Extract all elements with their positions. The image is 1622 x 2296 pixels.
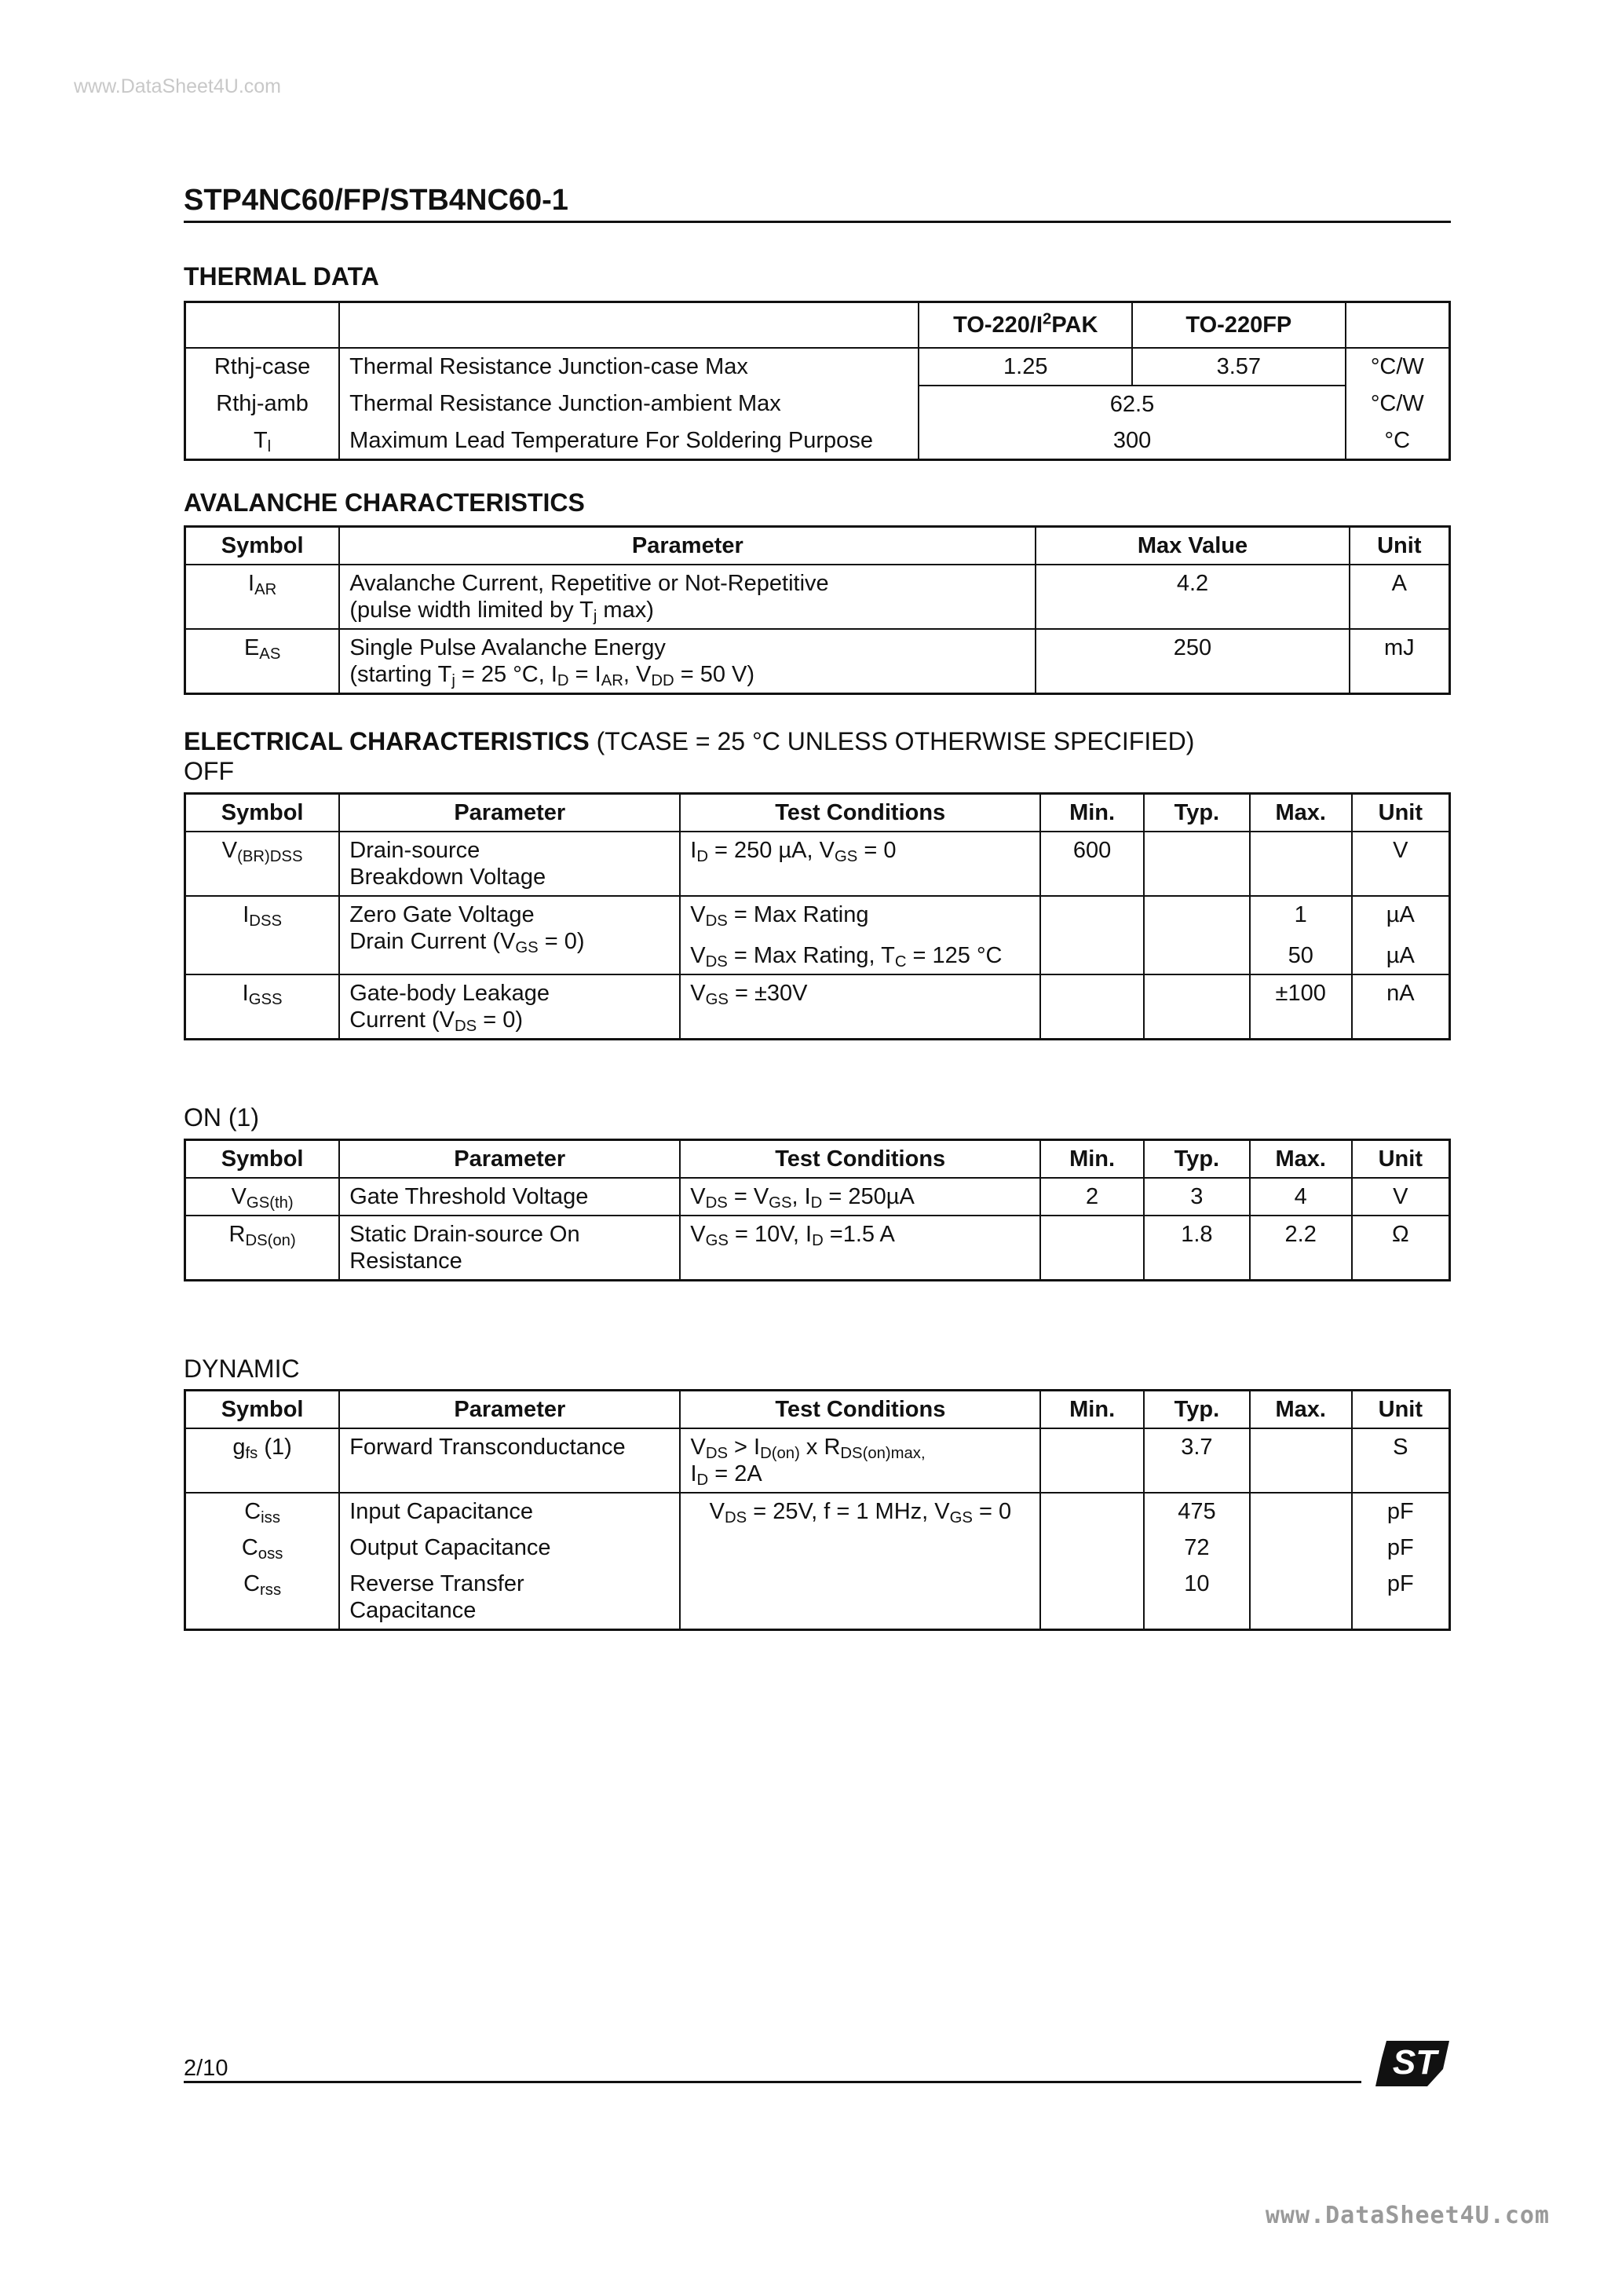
table-row: $C_{rss}$ Reverse Transfer Capacitance 10 pF <box>185 1566 1450 1630</box>
table-row: $I_{AR}$ Avalanche Current, Repetitive or Not-Repetitive (pulse width limited by $T_j$ max) 4.2 A <box>185 565 1450 629</box>
off-table <box>184 792 1451 1040</box>
table-row: $V_{GS(th)}$ Gate Threshold Voltage $V_{DS} = V_{GS}$, $I_D = 250\mu A$ 2 3 4 V <box>185 1178 1450 1216</box>
thermal-table <box>184 301 1451 461</box>
table-row <box>185 1140 1450 1179</box>
table-row: $g_{fs}$ (1) Forward Transconductance $V_{DS} > I_{D(on)}$ x $R_{DS(on)max,}$ $I_D = 2A$ 3.7 S <box>185 1428 1450 1493</box>
table-row: Rthj-amb Thermal Resistance Junction-ambient Max 62.5 °C/W <box>185 386 1450 422</box>
table-row: Rthj-case Thermal Resistance Junction-case Max 1.25 3.57 °C/W <box>185 348 1450 386</box>
subsection-on: ON (1) <box>184 1103 259 1132</box>
table-row <box>185 527 1450 565</box>
table-row: $I_{DSS}$ Zero Gate Voltage Drain Current $(V_{GS} = 0)$ $V_{DS}$ = Max Rating $V_{DS}$ = Max Rating, $T_C = 125$ °C 1 50 µA µA <box>185 896 1450 974</box>
column-header: Typ. <box>1144 1391 1250 1429</box>
table-row <box>185 302 1450 348</box>
column-header: Unit <box>1352 1391 1450 1429</box>
column-header: Min. <box>1040 1391 1144 1429</box>
column-header: Symbol <box>185 1140 340 1179</box>
section-heading-avalanche: AVALANCHE CHARACTERISTICS <box>184 488 585 517</box>
column-header: Parameter <box>339 527 1036 565</box>
column-header: Parameter <box>339 1391 680 1429</box>
document-title: STP4NC60/FP/STB4NC60-1 <box>184 184 568 217</box>
svg-text:ST: ST <box>1392 2043 1438 2082</box>
table-row: $C_{oss}$ Output Capacitance 72 pF <box>185 1530 1450 1566</box>
on-table <box>184 1139 1451 1281</box>
column-header: Parameter <box>339 794 680 832</box>
table-row: $T_l$ Maximum Lead Temperature For Soldering Purpose 300 °C <box>185 422 1450 460</box>
column-header: TO-220FP <box>1132 302 1346 348</box>
column-header: Symbol <box>185 527 340 565</box>
column-header: Max. <box>1250 794 1352 832</box>
column-header: Unit <box>1350 527 1450 565</box>
column-header: Max Value <box>1036 527 1349 565</box>
footer-rule <box>184 2081 1361 2083</box>
column-header: Max. <box>1250 1391 1352 1429</box>
subsection-off: OFF <box>184 757 234 785</box>
avalanche-table <box>184 525 1451 695</box>
column-header: Parameter <box>339 1140 680 1179</box>
column-header: Test Conditions <box>680 794 1040 832</box>
table-row: $E_{AS}$ Single Pulse Avalanche Energy (starting $T_j = 25$ °C, $I_D = I_{AR}$, $V_{DD} = 50$ V) 250 mJ <box>185 629 1450 694</box>
column-header: Max. <box>1250 1140 1352 1179</box>
column-header: $TO-220/I^2PAK$ <box>919 302 1132 348</box>
column-header: Min. <box>1040 794 1144 832</box>
column-header: Unit <box>1352 794 1450 832</box>
table-row <box>185 794 1450 832</box>
header-rule <box>184 221 1451 223</box>
subsection-dynamic: DYNAMIC <box>184 1355 300 1383</box>
section-heading-electrical: ELECTRICAL CHARACTERISTICS (TCASE = 25 °C UNLESS OTHERWISE SPECIFIED) <box>184 727 1195 755</box>
page-number: 2/10 <box>184 2056 228 2081</box>
column-header: Test Conditions <box>680 1391 1040 1429</box>
table-row: $C_{iss}$ Input Capacitance $V_{DS} = 25V$, f = 1 MHz, $V_{GS} = 0$ 475 pF <box>185 1493 1450 1530</box>
section-heading-thermal: THERMAL DATA <box>184 262 379 291</box>
st-logo <box>1375 2038 1451 2090</box>
dynamic-table <box>184 1389 1451 1631</box>
column-header: Test Conditions <box>680 1140 1040 1179</box>
watermark-top: www.DataSheet4U.com <box>74 75 282 97</box>
table-row <box>185 1391 1450 1429</box>
column-header: Symbol <box>185 1391 340 1429</box>
column-header: Unit <box>1352 1140 1450 1179</box>
table-row: $V_{(BR)DSS}$ Drain-source Breakdown Voltage $I_D = 250$ µA, $V_{GS} = 0$ 600 V <box>185 832 1450 896</box>
column-header: Min. <box>1040 1140 1144 1179</box>
table-row: $I_{GSS}$ Gate-body Leakage Current $(V_{DS} = 0)$ $V_{GS} = \pm 30V$ ±100 nA <box>185 974 1450 1040</box>
watermark-bottom: www.DataSheet4U.com <box>1265 2202 1550 2229</box>
column-header: Typ. <box>1144 794 1250 832</box>
table-row: $R_{DS(on)}$ Static Drain-source On Resistance $V_{GS} = 10V$, $I_D =1.5$ A 1.8 2.2 Ω <box>185 1216 1450 1281</box>
column-header: Typ. <box>1144 1140 1250 1179</box>
column-header: Symbol <box>185 794 340 832</box>
